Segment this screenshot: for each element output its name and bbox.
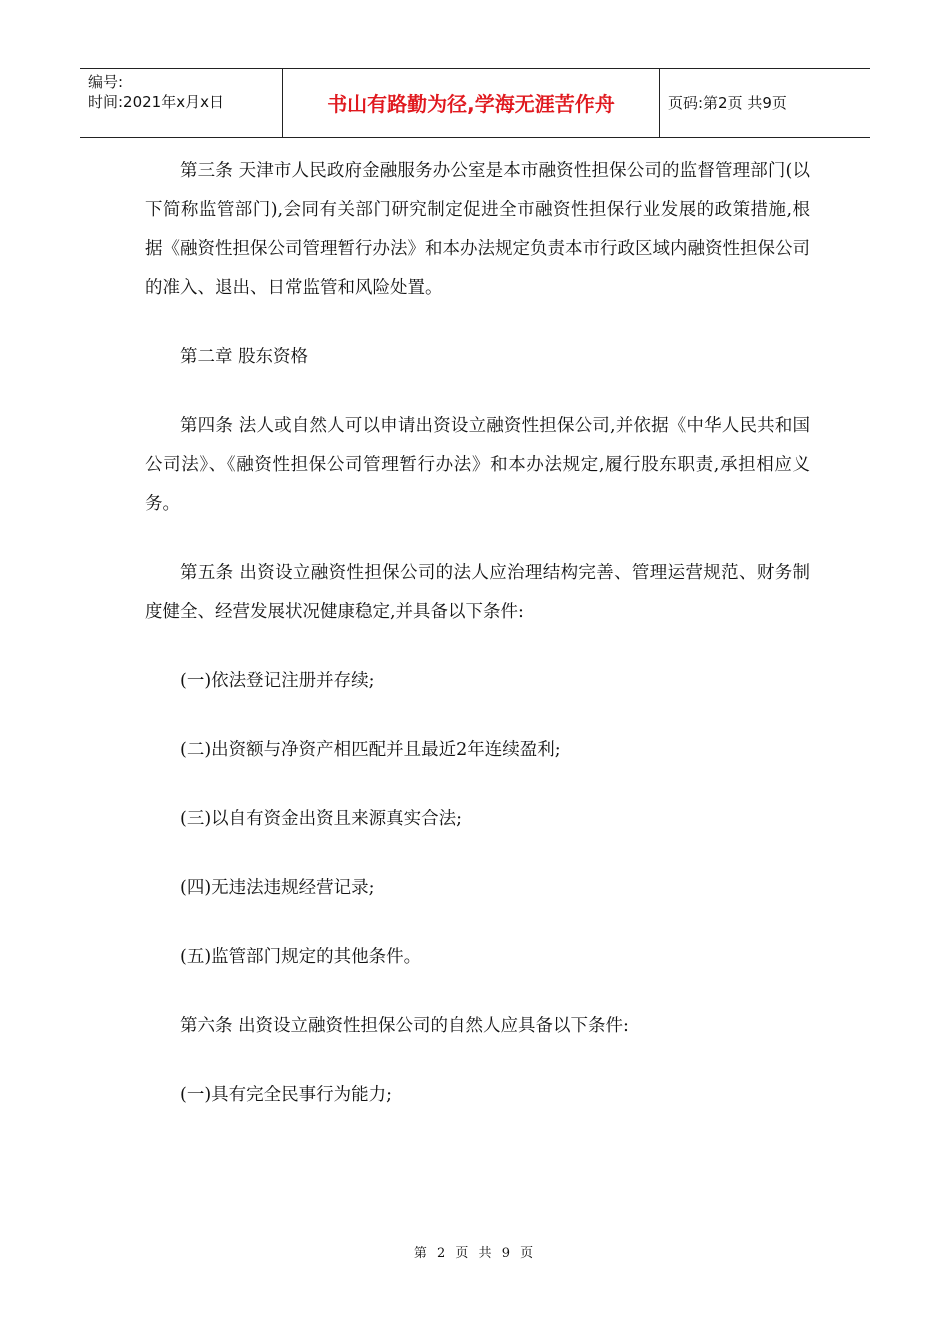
article-5-item-3: (三)以自有资金出资且来源真实合法; <box>180 809 463 829</box>
header-page-cell <box>660 69 870 137</box>
article-5-item-1: (一)依法登记注册并存续; <box>180 671 375 691</box>
article-5: 第五条 出资设立融资性担保公司的法人应治理结构完善、管理运营规范、财务制度健全、经营发展状况健康稳定,并具备以下条件: <box>145 563 810 622</box>
document-date: 时间:2021年x月x日 <box>88 93 224 111</box>
article-6-item-1: (一)具有完全民事行为能力; <box>180 1085 393 1105</box>
article-5-item-5: (五)监管部门规定的其他条件。 <box>180 947 422 967</box>
page-footer: 第 2 页 共 9 页 <box>413 1246 537 1261</box>
document-number-label: 编号: <box>88 73 124 91</box>
chapter-2-heading: 第二章 股东资格 <box>180 347 309 367</box>
header-page-info: 页码:第2页 共9页 <box>668 94 787 112</box>
article-5-item-2: (二)出资额与净资产相匹配并且最近2年连续盈利; <box>180 740 561 760</box>
article-4: 第四条 法人或自然人可以申请出资设立融资性担保公司,并依据《中华人民共和国公司法》、《融资性担保公司管理暂行办法》和本办法规定,履行股东职责,承担相应义务。 <box>145 416 810 514</box>
article-5-item-4: (四)无违法违规经营记录; <box>180 878 375 898</box>
header-motto-cell <box>283 69 660 137</box>
article-6: 第六条 出资设立融资性担保公司的自然人应具备以下条件: <box>180 1016 629 1036</box>
document-header <box>80 68 870 138</box>
document-body <box>145 152 810 1145</box>
header-meta-cell <box>80 69 283 137</box>
article-3: 第三条 天津市人民政府金融服务办公室是本市融资性担保公司的监督管理部门(以下简称监管部门),会同有关部门研究制定促进全市融资性担保行业发展的政策措施,根据《融资性担保公司管理暂行办法》和本办法规定负责本市行政区域内融资性担保公司的准入、退出、日常监管和风险处置。 <box>145 161 810 298</box>
header-motto: 书山有路勤为径,学海无涯苦作舟 <box>327 92 615 116</box>
